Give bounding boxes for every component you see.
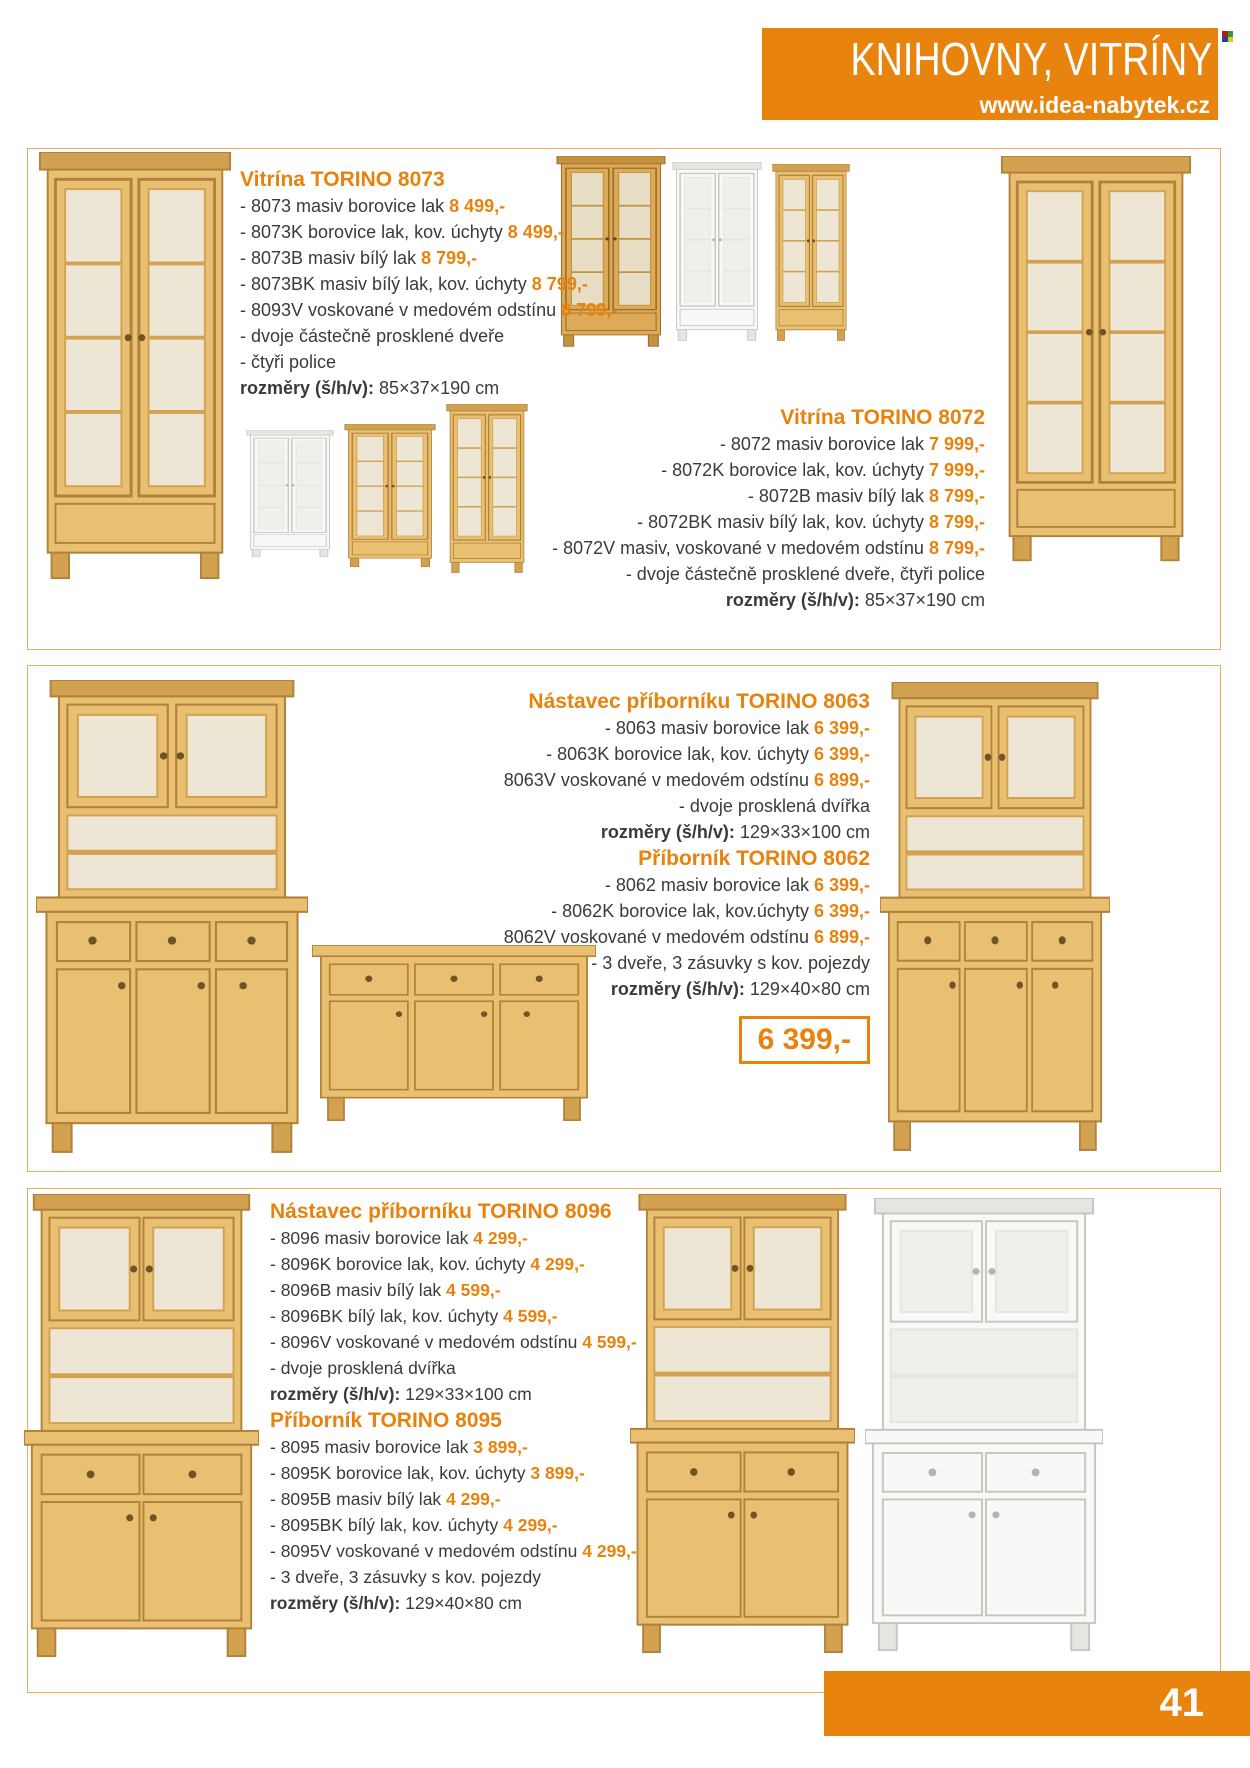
price: 6 399,-: [813, 744, 870, 764]
spec-text: - dvoje prosklená dvířka: [270, 1358, 456, 1378]
spec-text: 129×40×80 cm: [400, 1593, 522, 1613]
product-spec-line: [410, 976, 870, 1002]
product-spec-line: [410, 898, 870, 924]
price: 8 799,-: [561, 300, 618, 320]
spec-dimensions-label: rozměry (š/h/v):: [270, 1384, 401, 1404]
website-url: www.idea-nabytek.cz: [979, 92, 1210, 118]
product-spec-line: [505, 587, 985, 613]
spec-text: - 8072V masiv, voskované v medovém odstínu: [552, 538, 929, 558]
price: 8 499,-: [449, 196, 506, 216]
spec-text: - 8095K borovice lak, kov. úchyty: [270, 1463, 531, 1483]
product-spec-line: [410, 950, 870, 976]
product-spec-line: [240, 193, 570, 219]
product-spec-line: [505, 483, 985, 509]
spec-dimensions-label: rozměry (š/h/v):: [270, 1593, 401, 1613]
product-spec-line: [240, 297, 618, 323]
price-badge: 6 399,-: [739, 1016, 870, 1064]
product-info-8073: [240, 166, 618, 401]
product-title-8096: Nástavec příborníku TORINO 8096: [270, 1200, 612, 1223]
spec-text: - 8096K borovice lak, kov. úchyty: [270, 1254, 531, 1274]
spec-text: - 8095 masiv borovice lak: [270, 1437, 474, 1457]
product-title-8095: Příborník TORINO 8095: [270, 1409, 502, 1432]
spec-text: - 8096B masiv bílý lak: [270, 1280, 447, 1300]
product-title-8072: Vitrína TORINO 8072: [780, 406, 985, 429]
price: 4 299,-: [582, 1541, 637, 1561]
product-info-8072: [505, 404, 985, 613]
page-footer-bar: [824, 1671, 1250, 1736]
product-spec-line: [270, 1277, 630, 1303]
price: 8 499,-: [507, 222, 564, 242]
spec-text: - 8072B masiv bílý lak: [747, 486, 929, 506]
photo-hutch-8063-8062-pine-right: [880, 682, 1110, 1154]
product-spec-line: [410, 767, 870, 793]
spec-text: 8063V voskované v medovém odstínu: [503, 770, 814, 790]
product-spec-line: [270, 1564, 630, 1590]
product-spec-line: [505, 457, 985, 483]
product-spec-line: [240, 219, 570, 245]
spec-text: - 8073 masiv borovice lak: [240, 196, 450, 216]
spec-text: 85×37×190 cm: [859, 590, 985, 610]
spec-text: - 8072 masiv borovice lak: [719, 434, 929, 454]
photo-vitrina-8072-pine: [1000, 156, 1192, 564]
spec-text: - dvoje prosklená dvířka: [678, 796, 870, 816]
spec-dimensions-label: rozměry (š/h/v):: [600, 822, 735, 842]
photo-vitrina-small-white: [246, 430, 334, 558]
price: 4 599,-: [503, 1306, 558, 1326]
product-spec-line: [410, 872, 870, 898]
price: 6 399,-: [813, 875, 870, 895]
product-spec-line: [410, 741, 870, 767]
spec-dimensions-label: rozměry (š/h/v):: [610, 979, 745, 999]
spec-text: - 8073B masiv bílý lak: [240, 248, 422, 268]
spec-text: - 8093V voskované v medovém odstínu: [240, 300, 562, 320]
price: 3 899,-: [473, 1437, 528, 1457]
photo-vitrina-medium-white: [672, 162, 762, 342]
spec-text: 129×33×100 cm: [734, 822, 870, 842]
price: 6 899,-: [813, 927, 870, 947]
price: 6 899,-: [813, 770, 870, 790]
product-spec-line: [240, 245, 570, 271]
product-spec-line: [410, 924, 870, 950]
product-spec-list-8062: [410, 872, 870, 1002]
product-spec-line: [270, 1538, 637, 1564]
spec-text: - 3 dveře, 3 zásuvky s kov. pojezdy: [270, 1567, 542, 1587]
product-spec-line: [240, 271, 588, 297]
product-spec-line: [505, 561, 985, 587]
product-spec-line: [410, 793, 870, 819]
product-spec-line: [270, 1381, 630, 1407]
product-spec-line: [410, 819, 870, 845]
product-title-8062: Příborník TORINO 8062: [638, 847, 870, 870]
color-registration-icon: [1222, 31, 1233, 42]
spec-text: - 8096 masiv borovice lak: [270, 1228, 474, 1248]
product-spec-line: [270, 1512, 630, 1538]
photo-vitrina-8073-pine: [38, 152, 232, 582]
spec-text: - dvoje částečně prosklené dveře: [240, 326, 505, 346]
spec-text: 85×37×190 cm: [374, 378, 500, 398]
spec-text: 8062V voskované v medovém odstínu: [503, 927, 814, 947]
product-title-8073: Vitrína TORINO 8073: [240, 168, 445, 191]
product-spec-line: [270, 1590, 630, 1616]
spec-dimensions-label: rozměry (š/h/v):: [725, 590, 860, 610]
product-spec-line: [270, 1303, 630, 1329]
page-header: [762, 28, 1218, 120]
price: 8 799,-: [421, 248, 478, 268]
product-spec-line: [410, 715, 870, 741]
spec-text: - dvoje částečně prosklené dveře, čtyři police: [625, 564, 985, 584]
spec-text: - 8062K borovice lak, kov.úchyty: [551, 901, 814, 921]
photo-hutch-8063-8062-pine: [36, 680, 308, 1156]
photo-vitrina-medium-pine: [772, 164, 850, 342]
spec-text: - 8062 masiv borovice lak: [604, 875, 814, 895]
product-spec-line: [240, 349, 570, 375]
spec-text: - 8095V voskované v medovém odstínu: [270, 1541, 583, 1561]
price: 3 899,-: [530, 1463, 585, 1483]
spec-dimensions-label: rozměry (š/h/v):: [240, 378, 375, 398]
spec-text: 129×33×100 cm: [400, 1384, 532, 1404]
product-spec-line: [270, 1355, 630, 1381]
product-spec-line: [270, 1434, 630, 1460]
spec-text: - 8072K borovice lak, kov. úchyty: [661, 460, 929, 480]
spec-text: - 8073BK masiv bílý lak, kov. úchyty: [240, 274, 532, 294]
price: 8 799,-: [531, 274, 588, 294]
price: 7 999,-: [928, 460, 985, 480]
price: 4 299,-: [473, 1228, 528, 1248]
product-spec-line: [270, 1460, 630, 1486]
product-spec-list-8072: [505, 431, 985, 613]
price: 6 399,-: [813, 718, 870, 738]
product-spec-line: [505, 431, 985, 457]
price: 4 299,-: [503, 1515, 558, 1535]
product-spec-line: [240, 375, 570, 401]
price: 6 399,-: [813, 901, 870, 921]
price: 4 299,-: [530, 1254, 585, 1274]
spec-text: - 3 dveře, 3 zásuvky s kov. pojezdy: [591, 953, 870, 973]
spec-text: - 8072BK masiv bílý lak, kov. úchyty: [637, 512, 929, 532]
product-spec-list-8096: [270, 1225, 637, 1407]
spec-text: - 8063 masiv borovice lak: [604, 718, 814, 738]
product-spec-list-8073: [240, 193, 618, 401]
price: 4 599,-: [582, 1332, 637, 1352]
product-spec-line: [270, 1486, 630, 1512]
product-spec-line: [240, 323, 570, 349]
photo-vitrina-small-pine: [344, 424, 436, 568]
spec-text: - 8063K borovice lak, kov. úchyty: [546, 744, 814, 764]
spec-text: - 8095B masiv bílý lak: [270, 1489, 447, 1509]
price: 8 799,-: [928, 486, 985, 506]
spec-text: - 8095BK bílý lak, kov. úchyty: [270, 1515, 504, 1535]
spec-text: - 8073K borovice lak, kov. úchyty: [240, 222, 508, 242]
spec-text: - 8096BK bílý lak, kov. úchyty: [270, 1306, 504, 1326]
price: 4 599,-: [446, 1280, 501, 1300]
price: 8 799,-: [928, 538, 985, 558]
spec-text: - čtyři police: [240, 352, 337, 372]
product-spec-line: [270, 1329, 637, 1355]
product-spec-line: [270, 1225, 630, 1251]
photo-hutch-8096-8095-white: [865, 1198, 1103, 1654]
spec-text: 129×40×80 cm: [744, 979, 870, 999]
product-spec-line: [505, 509, 985, 535]
price: 7 999,-: [928, 434, 985, 454]
product-spec-line: [505, 535, 985, 561]
product-spec-line: [270, 1251, 630, 1277]
product-title-8063: Nástavec příborníku TORINO 8063: [528, 690, 870, 713]
price: 4 299,-: [446, 1489, 501, 1509]
product-info-8096-8095: [270, 1198, 637, 1616]
spec-text: - 8096V voskované v medovém odstínu: [270, 1332, 583, 1352]
photo-hutch-8096-8095-pine-center: [630, 1194, 855, 1656]
page-number: 41: [1159, 1681, 1204, 1725]
product-spec-list-8063: [410, 715, 870, 845]
product-info-8063-8062: [410, 688, 870, 1002]
page-title: KNIHOVNY, VITRÍNY: [850, 33, 1212, 85]
photo-hutch-8096-8095-pine-left: [24, 1194, 259, 1660]
product-spec-list-8095: [270, 1434, 637, 1616]
price: 8 799,-: [928, 512, 985, 532]
